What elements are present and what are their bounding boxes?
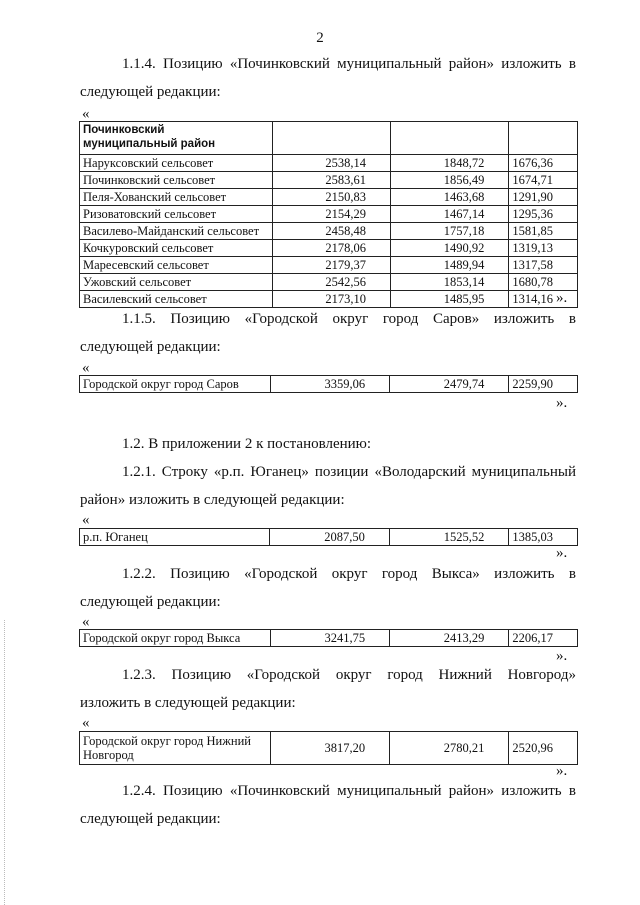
cell-value: 2206,17: [509, 630, 578, 647]
cell-value: 2538,14: [272, 155, 390, 172]
table-row: [80, 240, 578, 257]
cell-name: Наруксовский сельсовет: [80, 155, 273, 172]
table-row: [80, 257, 578, 274]
paragraph-1-2-1-line2: район» изложить в следующей редакции:: [80, 492, 345, 508]
header-empty-cell: [272, 122, 390, 155]
cell-value: 1319,13: [509, 240, 578, 257]
cell-value: 2259,90: [509, 376, 578, 393]
cell-name: Маресевский сельсовет: [80, 257, 273, 274]
cell-value: 2458,48: [272, 223, 390, 240]
paragraph-1-2-3-line1: 1.2.3. Позицию «Городской округ город Нижний Новгород»: [122, 667, 576, 683]
cell-name: [80, 732, 271, 765]
table-row: [80, 172, 578, 189]
cell-value: 3359,06: [270, 376, 389, 393]
paragraph-1-1-4-line1: 1.1.4. Позицию «Починковский муниципальный район» изложить в: [122, 56, 576, 72]
cell-value: 2520,96: [509, 732, 578, 765]
cell-name: Пеля-Хованский сельсовет: [80, 189, 273, 206]
paragraph-1-1-5-line1: 1.1.5. Позицию «Городской округ город Саров» изложить в: [122, 311, 576, 327]
cell-value: 1581,85: [509, 223, 578, 240]
cell-name-line-2: Новгород: [83, 748, 134, 762]
cell-name: Василевский сельсовет: [80, 291, 273, 308]
scan-margin-dots: [4, 620, 6, 905]
cell-value: 2154,29: [272, 206, 390, 223]
open-quote: «: [82, 360, 90, 376]
close-quote: ».: [556, 648, 568, 664]
cell-value: 1295,36: [509, 206, 578, 223]
paragraph-1-2-2-line1: 1.2.2. Позицию «Городской округ город Выкса» изложить в: [122, 566, 576, 582]
paragraph-1-2-1-line1: 1.2.1. Строку «р.п. Юганец» позиции «Володарский муниципальный: [122, 464, 576, 480]
cell-name: Городской округ город Выкса: [80, 630, 271, 647]
header-cell: [80, 122, 273, 155]
cell-value: 2179,37: [272, 257, 390, 274]
cell-name: Василево-Майданский сельсовет: [80, 223, 273, 240]
cell-value: 1314,16: [509, 291, 578, 308]
cell-value: 3241,75: [270, 630, 389, 647]
cell-value: 2413,29: [390, 630, 509, 647]
open-quote: «: [82, 614, 90, 630]
cell-name: Ужовский сельсовет: [80, 274, 273, 291]
cell-name: Городской округ город Саров: [80, 376, 271, 393]
cell-value: 2583,61: [272, 172, 390, 189]
close-quote: ».: [556, 290, 568, 306]
table-sarov: [79, 375, 578, 393]
cell-value: 1856,49: [391, 172, 509, 189]
table-header-row: [80, 122, 578, 155]
cell-value: 1490,92: [391, 240, 509, 257]
cell-value: 2542,56: [272, 274, 390, 291]
cell-value: 2150,83: [272, 189, 390, 206]
header-line-2: муниципальный район: [83, 138, 216, 150]
paragraph-1-2-4-line1: 1.2.4. Позицию «Починковский муниципальный район» изложить в: [122, 783, 576, 799]
open-quote: «: [82, 715, 90, 731]
cell-name: Ризоватовский сельсовет: [80, 206, 273, 223]
cell-value: 2173,10: [272, 291, 390, 308]
cell-value: 2479,74: [390, 376, 509, 393]
table-row: [80, 206, 578, 223]
cell-name: Кочкуровский сельсовет: [80, 240, 273, 257]
open-quote: «: [82, 106, 90, 122]
table-row: [80, 155, 578, 172]
cell-value: 1467,14: [391, 206, 509, 223]
table-vyksa: [79, 629, 578, 647]
cell-name: р.п. Юганец: [80, 529, 270, 546]
paragraph-1-2-4-line2: следующей редакции:: [80, 811, 221, 827]
page-number: 2: [316, 30, 324, 46]
paragraph-1-2-3-line2: изложить в следующей редакции:: [80, 695, 296, 711]
header-line-1: Починковский: [83, 124, 165, 136]
cell-value: 1485,95: [391, 291, 509, 308]
cell-value: 3817,20: [270, 732, 389, 765]
cell-value: 1525,52: [389, 529, 508, 546]
table-row: [80, 732, 578, 765]
table-row: [80, 630, 578, 647]
close-quote: ».: [556, 763, 568, 779]
table-yuganets: [79, 528, 578, 546]
table-row: [80, 376, 578, 393]
close-quote: ».: [556, 545, 568, 561]
cell-value: 1757,18: [391, 223, 509, 240]
cell-value: 1853,14: [391, 274, 509, 291]
cell-name-line-1: Городской округ город Нижний: [83, 734, 251, 748]
cell-value: 1680,78: [509, 274, 578, 291]
close-quote: ».: [556, 395, 568, 411]
paragraph-1-2-2-line2: следующей редакции:: [80, 594, 221, 610]
paragraph-1-1-5-line2: следующей редакции:: [80, 339, 221, 355]
table-row: [80, 274, 578, 291]
header-empty-cell: [391, 122, 509, 155]
cell-value: 1463,68: [391, 189, 509, 206]
cell-value: 2178,06: [272, 240, 390, 257]
cell-value: 1489,94: [391, 257, 509, 274]
table-nizhny-novgorod: [79, 731, 578, 765]
table-row: [80, 529, 578, 546]
cell-value: 1291,90: [509, 189, 578, 206]
table-row: [80, 223, 578, 240]
cell-value: 1317,58: [509, 257, 578, 274]
cell-value: 1848,72: [391, 155, 509, 172]
paragraph-1-2: 1.2. В приложении 2 к постановлению:: [122, 436, 372, 452]
header-empty-cell: [509, 122, 578, 155]
cell-value: 1676,36: [509, 155, 578, 172]
cell-value: 1385,03: [509, 529, 578, 546]
table-row: [80, 189, 578, 206]
table-pochinkovsky: [79, 121, 578, 308]
cell-name: Починковский сельсовет: [80, 172, 273, 189]
cell-value: 2087,50: [270, 529, 389, 546]
paragraph-1-1-4-line2: следующей редакции:: [80, 84, 221, 100]
cell-value: 2780,21: [390, 732, 509, 765]
cell-value: 1674,71: [509, 172, 578, 189]
open-quote: «: [82, 512, 90, 528]
